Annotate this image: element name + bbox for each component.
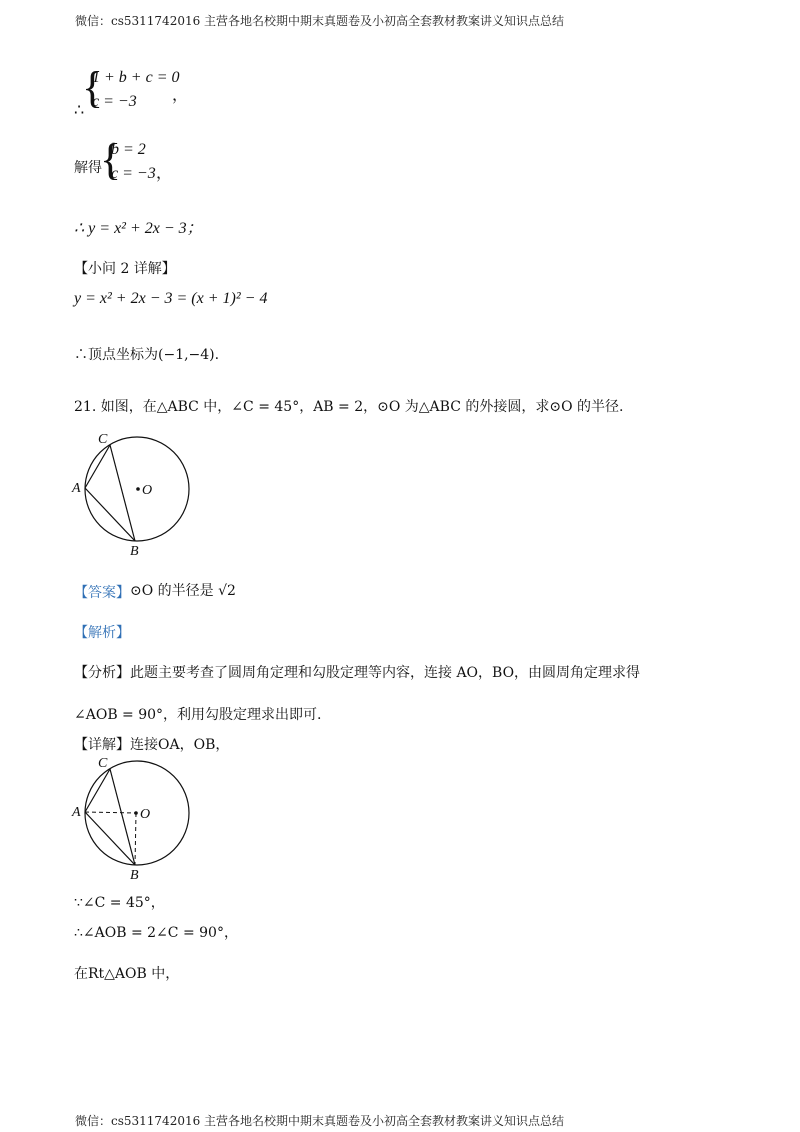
analysis-line-1: 【分析】此题主要考查了圆周角定理和勾股定理等内容，连接 AO，BO，由圆周角定理求得	[74, 665, 641, 681]
analysis-tag: 【解析】	[74, 625, 130, 641]
solve-label: 解得	[74, 160, 102, 176]
system-1-equation-1: 1 + b + c = 0	[92, 69, 180, 86]
segment-cb	[110, 445, 135, 541]
label-b: B	[130, 868, 139, 882]
answer-tag: 【答案】	[74, 585, 130, 601]
section-heading: 【小问 2 详解】	[74, 261, 176, 277]
therefore-line: ∴∠AOB = 2∠C = 90°，	[74, 925, 238, 941]
system-2-equation-2: c = −3	[111, 165, 156, 182]
label-a: A	[72, 481, 81, 496]
system-2-comma: ，	[156, 165, 173, 182]
system-brace: {	[100, 135, 122, 184]
label-c: C	[98, 756, 108, 771]
label-a: A	[72, 805, 81, 820]
circle-figure-with-radii	[68, 752, 198, 882]
therefore-symbol: ∴	[74, 102, 85, 119]
label-b: B	[130, 544, 139, 558]
label-c: C	[98, 432, 108, 447]
circle-figure	[68, 428, 198, 558]
question-21-statement: 21. 如图，在△ABC 中，∠C = 45°，AB = 2，⊙O 为△ABC 的外接圆，求⊙O 的半径.	[74, 399, 624, 415]
vertex-conclusion: ∴顶点坐标为(−1,−4).	[74, 347, 220, 363]
segment-ac	[85, 445, 110, 488]
center-point	[134, 811, 138, 815]
right-triangle-line: 在Rt△AOB 中，	[74, 966, 180, 982]
system-1-equation-2: c = −3	[92, 93, 137, 110]
vertex-form-equation: y = x² + 2x − 3 = (x + 1)² − 4	[74, 290, 268, 307]
detail-line: 【详解】连接OA，OB，	[74, 737, 230, 753]
system-1-comma: ，	[172, 87, 189, 104]
analysis-line-2: ∠AOB = 90°，利用勾股定理求出即可.	[74, 707, 322, 723]
segment-cb	[110, 769, 135, 865]
label-o: O	[140, 807, 151, 822]
radius-oa-dashed	[85, 812, 136, 813]
because-line: ∵∠C = 45°，	[74, 895, 165, 911]
center-point	[136, 487, 140, 491]
answer-text: ⊙O 的半径是 √2	[130, 583, 236, 599]
radius-ob-dashed	[135, 813, 136, 865]
system-brace: {	[82, 63, 104, 112]
result-equation: ∴ y = x² + 2x − 3；	[74, 220, 203, 237]
label-o: O	[142, 483, 153, 498]
page-footer: 微信：cs5311742016 主营各地名校期中期末真题卷及小初高全套教材教案讲义知识点总结	[75, 1114, 565, 1128]
system-2-equation-1: b = 2	[111, 141, 146, 158]
segment-ac	[85, 769, 110, 812]
page-header: 微信：cs5311742016 主营各地名校期中期末真题卷及小初高全套教材教案讲义知识点总结	[75, 14, 565, 28]
